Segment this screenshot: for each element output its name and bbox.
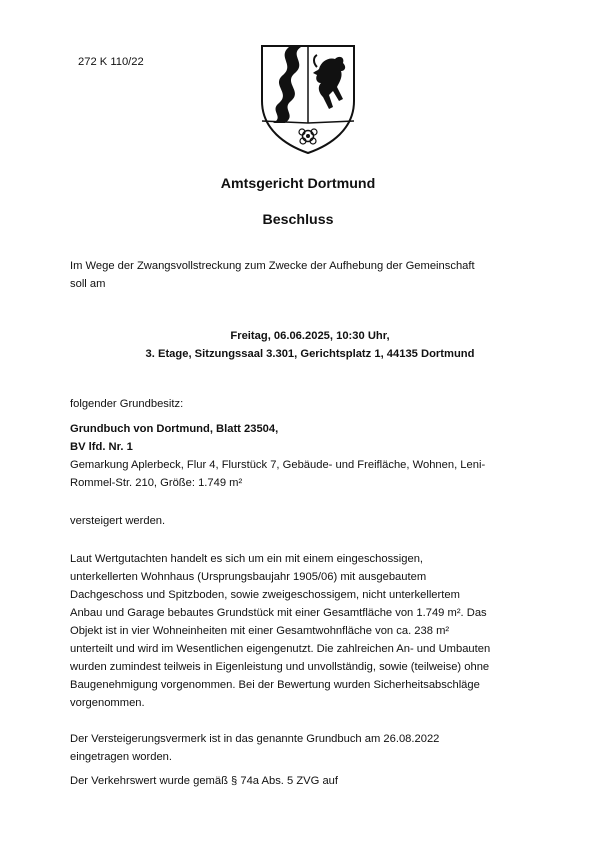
parcel-line: Rommel-Str. 210, Größe: 1.749 m² [70,477,243,489]
appraisal-line: unterkellerten Wohnhaus (Ursprungsbaujahr 1905/06) mit ausgebautem [70,571,427,583]
nrw-coat-of-arms-icon [259,43,357,155]
appraisal-line: Baugenehmigung vorgenommen. Bei der Bewertung wurden Sicherheitsabschläge [70,679,480,691]
auction-date-location [70,327,550,363]
auction-date: Freitag, 06.06.2025, 10:30 Uhr, [230,330,390,342]
auction-location: 3. Etage, Sitzungssaal 3.301, Gerichtsplatz 1, 44135 Dortmund [145,348,475,360]
intro-paragraph [70,257,526,293]
appraisal-line: Dachgeschoss und Spitzboden, sowie zweigeschossigem, nicht unterkellertem [70,589,460,601]
appraisal-paragraph [70,550,530,712]
inventory-number: BV lfd. Nr. 1 [70,441,133,453]
registration-line: Der Versteigerungsvermerk ist in das genannte Grundbuch am 26.08.2022 [70,733,440,745]
appraisal-line: wurden zumindest teilweis in Eigenleistung und unvollständig, sowie (teilweise) ohne [70,661,490,673]
registration-line: eingetragen worden. [70,751,173,763]
intro-line: soll am [70,278,106,290]
court-name: Amtsgericht Dortmund [220,176,376,192]
case-number: 272 K 110/22 [78,56,144,68]
auction-statement: versteigert werden. [70,515,166,527]
market-value-line: Der Verkehrswert wurde gemäß § 74a Abs. 5 ZVG auf [70,775,339,787]
intro-line: Im Wege der Zwangsvollstreckung zum Zwecke der Aufhebung der Gemeinschaft [70,260,475,272]
appraisal-line: Laut Wertgutachten handelt es sich um ein mit einem eingeschossigen, [70,553,424,565]
appraisal-line: Objekt ist in vier Wohneinheiten mit einer Gesamtwohnfläche von ca. 238 m² [70,625,450,637]
appraisal-line: Anbau und Garage bebautes Grundstück mit einer Gesamtfläche von 1.749 m². Das [70,607,487,619]
land-register-details [70,420,526,492]
parcel-line: Gemarkung Aplerbeck, Flur 4, Flurstück 7, Gebäude- und Freifläche, Wohnen, Leni- [70,459,486,471]
appraisal-line: unterteilt und wird im Wesentlichen eigengenutzt. Die zahlreichen An- und Umbauten [70,643,491,655]
registration-note [70,730,526,766]
document-title: Beschluss [262,212,334,228]
appraisal-line: vorgenommen. [70,697,145,709]
land-register-entry: Grundbuch von Dortmund, Blatt 23504, [70,423,279,435]
property-label: folgender Grundbesitz: [70,398,184,410]
